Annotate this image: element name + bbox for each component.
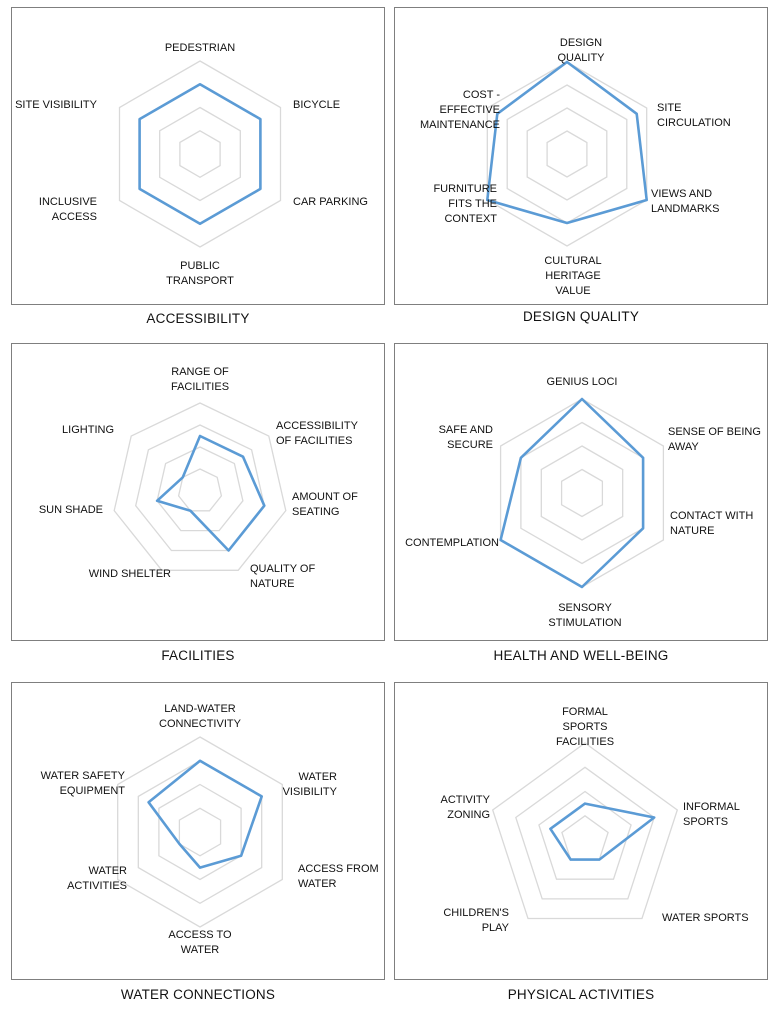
- radar-axis-label: SENSORY STIMULATION: [548, 602, 622, 629]
- radar-axis-label: CULTURAL HERITAGE VALUE: [544, 255, 602, 297]
- radar-chart: [12, 683, 386, 981]
- radar-series-line: [157, 436, 264, 551]
- radar-axis-label: ACCESSIBILITY OF FACILITIES: [276, 420, 358, 447]
- radar-grid-ring: [180, 131, 220, 178]
- radar-axis-label: WATER VISIBILITY: [282, 771, 337, 798]
- radar-axis-label: QUALITY OF NATURE: [250, 563, 316, 590]
- chart-caption: WATER CONNECTIONS: [120, 987, 276, 1002]
- radar-axis-label: SITE VISIBILITY: [15, 99, 97, 111]
- radar-axis-label: FURNITURE FITS THE CONTEXT: [433, 183, 497, 225]
- radar-grid-ring: [521, 423, 643, 564]
- radar-grid-ring: [527, 108, 607, 200]
- radar-axis-label: COST -EFFECTIVE MAINTENANCE: [419, 89, 500, 131]
- radar-axis-label: AMOUNT OF SEATING: [292, 491, 358, 518]
- radar-axis-label: INFORMAL SPORTS: [683, 801, 740, 828]
- radar-axis-label: WIND SHELTER: [88, 568, 171, 580]
- radar-axis-label: ACCESS FROM WATER: [298, 863, 379, 890]
- radar-axis-label: WATER ACTIVITIES: [67, 865, 127, 892]
- radar-grid-ring: [501, 399, 664, 587]
- radar-axis-label: WATER SAFETY EQUIPMENT: [40, 770, 125, 797]
- radar-axis-label: SAFE AND SECURE: [438, 424, 493, 451]
- radar-grid-ring: [487, 62, 646, 246]
- radar-axis-label: CAR PARKING: [293, 196, 368, 208]
- radar-axis-label: LAND-WATER CONNECTIVITY: [159, 703, 241, 730]
- radar-chart: [395, 8, 769, 306]
- radar-chart: [395, 683, 769, 981]
- radar-axis-label: BICYCLE: [293, 99, 341, 111]
- radar-axis-label: INCLUSIVE ACCESS: [38, 196, 97, 223]
- chart-caption: HEALTH AND WELL-BEING: [493, 648, 669, 663]
- radar-axis-label: WATER SPORTS: [662, 912, 749, 924]
- radar-grid-ring: [140, 84, 261, 224]
- radar-chart: [395, 344, 769, 642]
- radar-axis-label: PUBLIC TRANSPORT: [166, 260, 234, 287]
- radar-grid-ring: [547, 131, 587, 177]
- radar-grid-ring: [120, 61, 281, 247]
- radar-axis-label: ACCESS TO WATER: [168, 929, 232, 956]
- radar-grid-ring: [138, 761, 261, 904]
- chart-panel-accessibility: [11, 7, 385, 305]
- radar-axis-label: CONTEMPLATION: [405, 537, 499, 549]
- radar-axis-label: SITE CIRCULATION: [657, 102, 731, 129]
- radar-grid-ring: [118, 737, 283, 927]
- radar-grid-ring: [507, 85, 627, 223]
- radar-axis-label: ACTIVITY ZONING: [440, 794, 490, 821]
- radar-series-line: [149, 761, 262, 868]
- chart-caption: FACILITIES: [161, 648, 235, 663]
- radar-series-line: [140, 84, 261, 224]
- chart-caption: DESIGN QUALITY: [522, 309, 640, 324]
- chart-caption: PHYSICAL ACTIVITIES: [507, 987, 655, 1002]
- radar-grid-ring: [160, 108, 241, 201]
- radar-axis-label: CONTACT WITH NATURE: [670, 510, 754, 537]
- radar-grid-ring: [562, 470, 603, 517]
- chart-panel-water-connections: [11, 682, 385, 980]
- radar-axis-label: GENIUS LOCI: [546, 376, 618, 388]
- radar-axis-label: LIGHTING: [62, 424, 114, 436]
- chart-panel-health-well-being: [394, 343, 768, 641]
- radar-axis-label: DESIGN QUALITY: [557, 37, 605, 64]
- radar-chart: [12, 8, 386, 306]
- radar-grid-ring: [541, 446, 622, 540]
- chart-panel-design-quality: [394, 7, 768, 305]
- radar-axis-label: VIEWS AND LANDMARKS: [651, 188, 720, 215]
- radar-grid-ring: [179, 808, 220, 856]
- radar-axis-label: CHILDREN'S PLAY: [443, 907, 509, 934]
- radar-axis-label: SENSE OF BEING AWAY: [668, 426, 761, 453]
- radar-axis-label: FORMAL SPORTS FACILITIES: [555, 706, 615, 748]
- radar-axis-label: RANGE OF FACILITIES: [170, 366, 230, 393]
- chart-panel-physical-activities: [394, 682, 768, 980]
- radar-grid-ring: [562, 816, 608, 860]
- radar-series-line: [501, 399, 643, 587]
- radar-series-line: [487, 62, 646, 223]
- chart-caption: ACCESSIBILITY: [146, 311, 250, 326]
- radar-chart: [12, 344, 386, 642]
- chart-panel-facilities: [11, 343, 385, 641]
- radar-axis-label: PEDESTRIAN: [164, 42, 236, 54]
- radar-axis-label: SUN SHADE: [38, 504, 103, 516]
